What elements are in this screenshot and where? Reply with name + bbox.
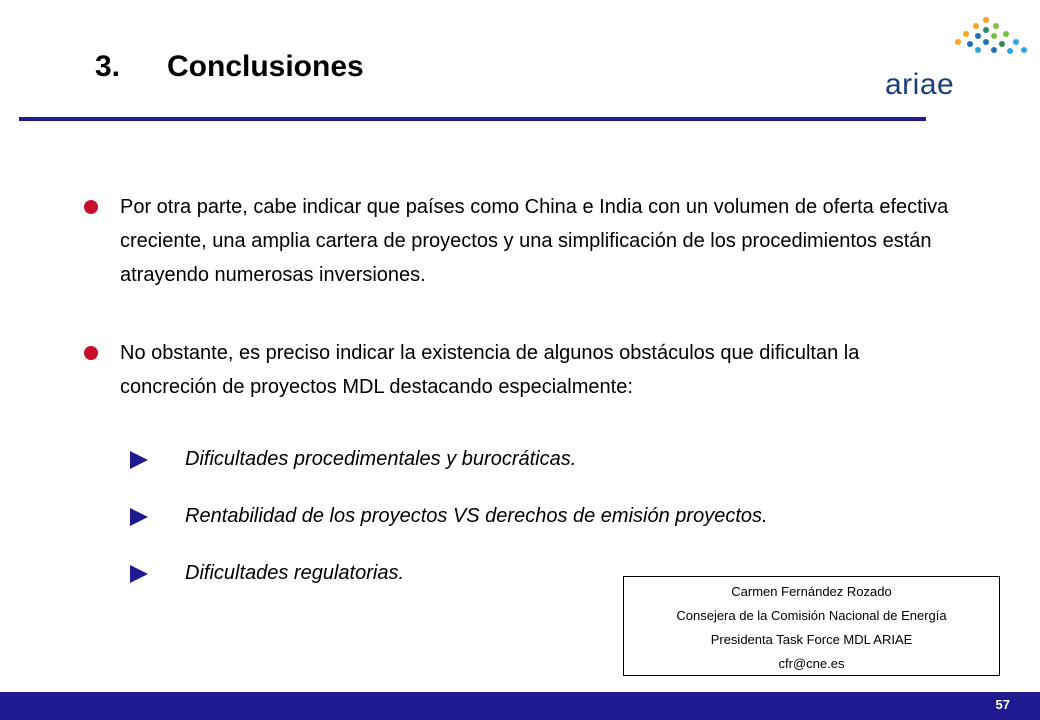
logo-text: ariae xyxy=(885,68,955,101)
arrow-right-icon xyxy=(130,451,148,469)
signature-box xyxy=(623,576,1000,676)
sub-item xyxy=(130,444,576,474)
arrow-right-icon xyxy=(130,508,148,526)
ariae-logo xyxy=(880,14,1030,101)
sub-item-text: Dificultades procedimentales y burocráticas. xyxy=(185,448,577,470)
sub-item xyxy=(130,501,768,531)
signature-position: Presidenta Task Force MDL ARIAE xyxy=(710,632,913,647)
bullet-item xyxy=(80,336,950,404)
bullet-dot-icon xyxy=(84,346,98,360)
sub-item-text: Rentabilidad de los proyectos VS derechos de emisión proyectos. xyxy=(185,505,768,527)
title-number: 3. xyxy=(95,50,121,83)
slide-title xyxy=(95,52,364,82)
page-number: 57 xyxy=(995,697,1010,712)
signature-email: cfr@cne.es xyxy=(778,656,845,671)
bullet-dot-icon xyxy=(84,200,98,214)
sub-item-text: Dificultades regulatorias. xyxy=(185,562,404,584)
signature-role: Consejera de la Comisión Nacional de Energía xyxy=(676,608,947,623)
bullet-text: Por otra parte, cabe indicar que países como China e India con un volumen de oferta efectiva creciente, una amplia cartera de proyectos y una simplificación de los procedimientos están atrayendo numerosas inversiones. xyxy=(120,196,949,286)
signature-name: Carmen Fernández Rozado xyxy=(731,584,892,599)
sub-item xyxy=(130,558,404,588)
bullet-text: No obstante, es preciso indicar la existencia de algunos obstáculos que dificultan la concreción de proyectos MDL destacando especialmente: xyxy=(120,342,860,398)
title-text: Conclusiones xyxy=(167,50,364,83)
logo-dots-icon xyxy=(950,14,1030,58)
bullet-item xyxy=(80,190,950,292)
footer-bar xyxy=(0,692,1040,720)
arrow-right-icon xyxy=(130,565,148,583)
title-divider xyxy=(19,117,926,121)
